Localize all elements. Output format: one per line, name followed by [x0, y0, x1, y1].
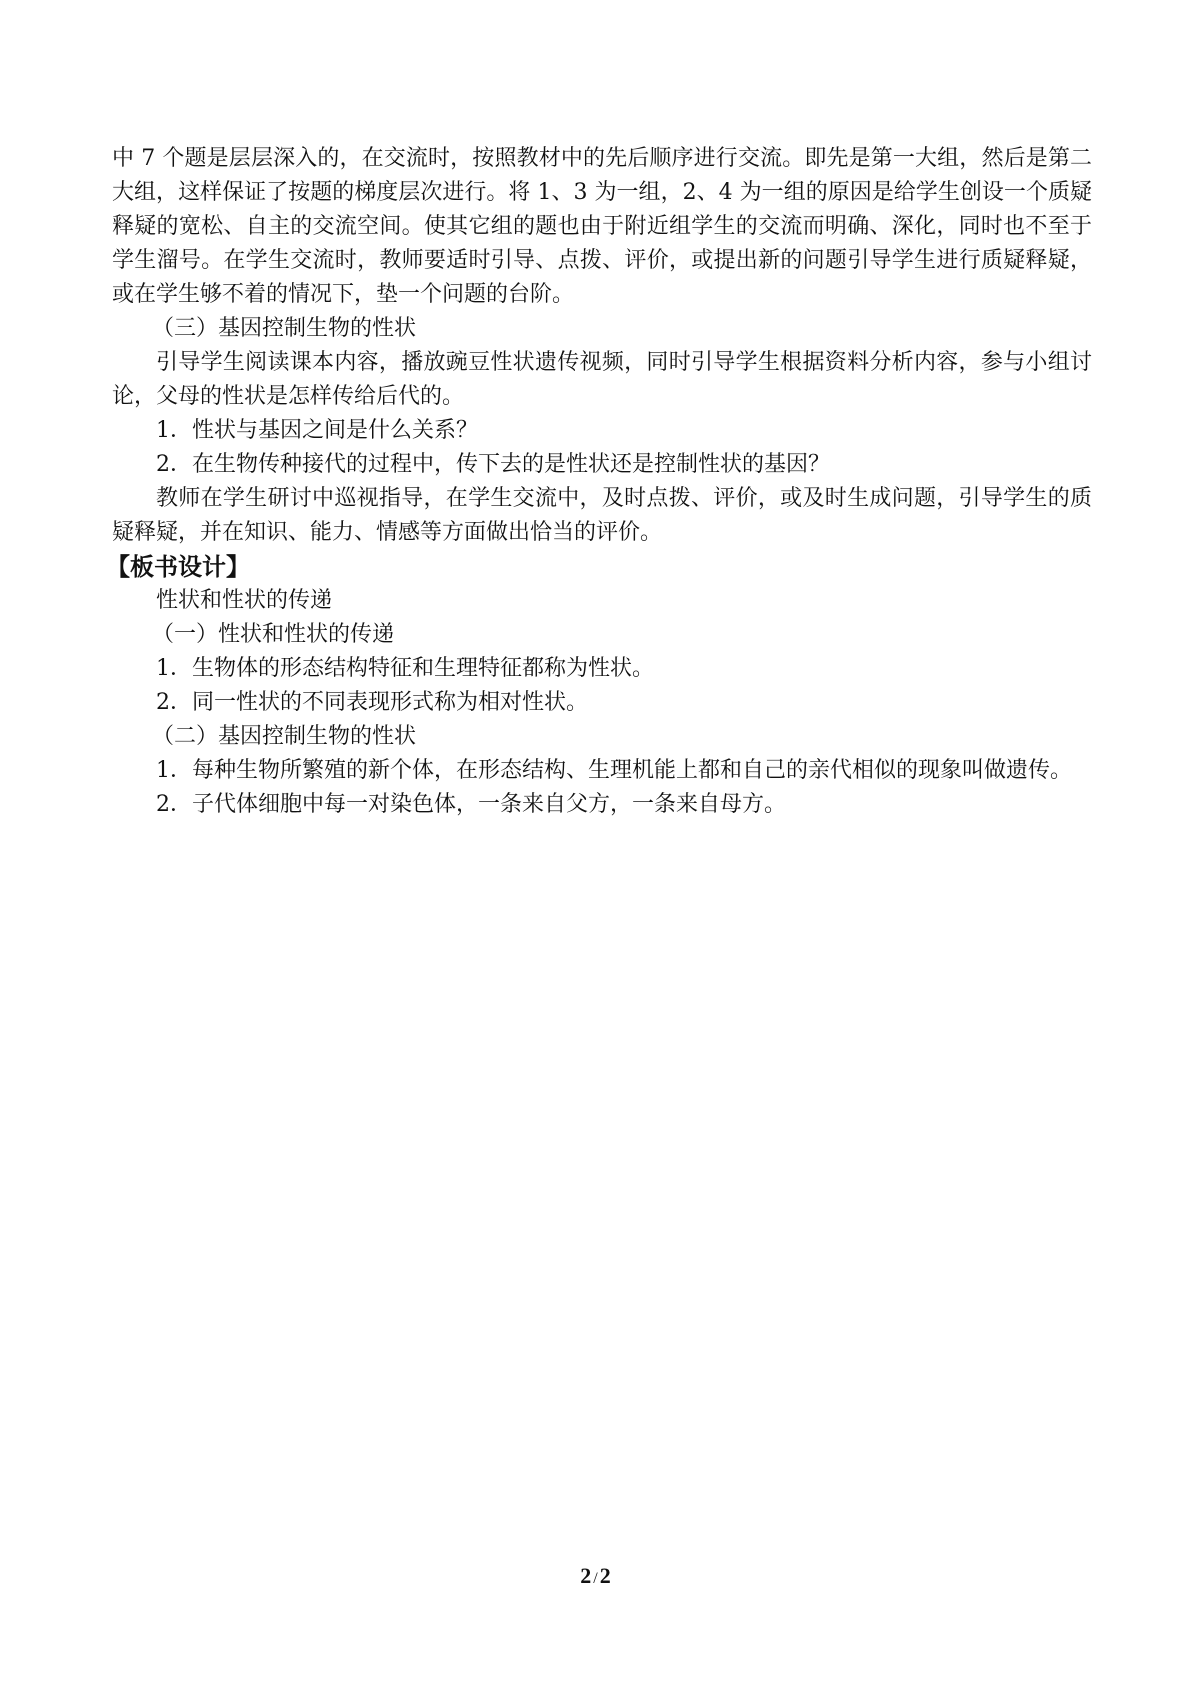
board-sub2-item-2: 2．子代体细胞中每一对染色体，一条来自父方，一条来自母方。	[156, 792, 786, 817]
document-body	[106, 142, 1092, 822]
board-sub1-item-2: 2．同一性状的不同表现形式称为相对性状。	[156, 690, 588, 715]
paragraph-teacher-guidance: 教师在学生研讨中巡视指导，在学生交流中，及时点拨、评价，或及时生成问题，引导学生的质疑释疑，并在知识、能力、情感等方面做出恰当的评价。	[112, 486, 1092, 545]
page-separator: /	[593, 1570, 598, 1587]
question-item-1: 1．性状与基因之间是什么关系？	[156, 418, 478, 443]
page-current: 2	[580, 1563, 592, 1588]
board-design-heading: 【板书设计】	[106, 553, 250, 581]
paragraph-guide-reading: 引导学生阅读课本内容，播放豌豆性状遗传视频，同时引导学生根据资料分析内容，参与小组讨论，父母的性状是怎样传给后代的。	[112, 350, 1092, 409]
board-sub1-item-1: 1．生物体的形态结构特征和生理特征都称为性状。	[156, 656, 654, 681]
page-number	[0, 1563, 1191, 1589]
board-subheading-1: （一）性状和性状的传递	[152, 622, 395, 647]
subheading-gene-control: （三）基因控制生物的性状	[152, 316, 417, 341]
page-total: 2	[599, 1563, 611, 1588]
question-item-2: 2．在生物传种接代的过程中，传下去的是性状还是控制性状的基因？	[156, 452, 830, 477]
board-title: 性状和性状的传递	[156, 588, 333, 613]
board-subheading-2: （二）基因控制生物的性状	[152, 724, 417, 749]
board-sub2-item-1: 1．每种生物所繁殖的新个体，在形态结构、生理机能上都和自己的亲代相似的现象叫做遗传。	[156, 758, 1073, 783]
paragraph-discussion-method: 中 7 个题是层层深入的，在交流时，按照教材中的先后顺序进行交流。即先是第一大组，然后是第二大组，这样保证了按题的梯度层次进行。将 1、3 为一组，2、4 为一组的原因是给学生创设一个质疑释疑的宽松、自主的交流空间。使其它组的题也由于附近组学生的交流而明确、深化，同时也不至于学生溜号。在学生交流时，教师要适时引导、点拨、评价，或提出新的问题引导学生进行质疑释疑，或在学生够不着的情况下，垫一个问题的台阶。	[112, 146, 1092, 307]
